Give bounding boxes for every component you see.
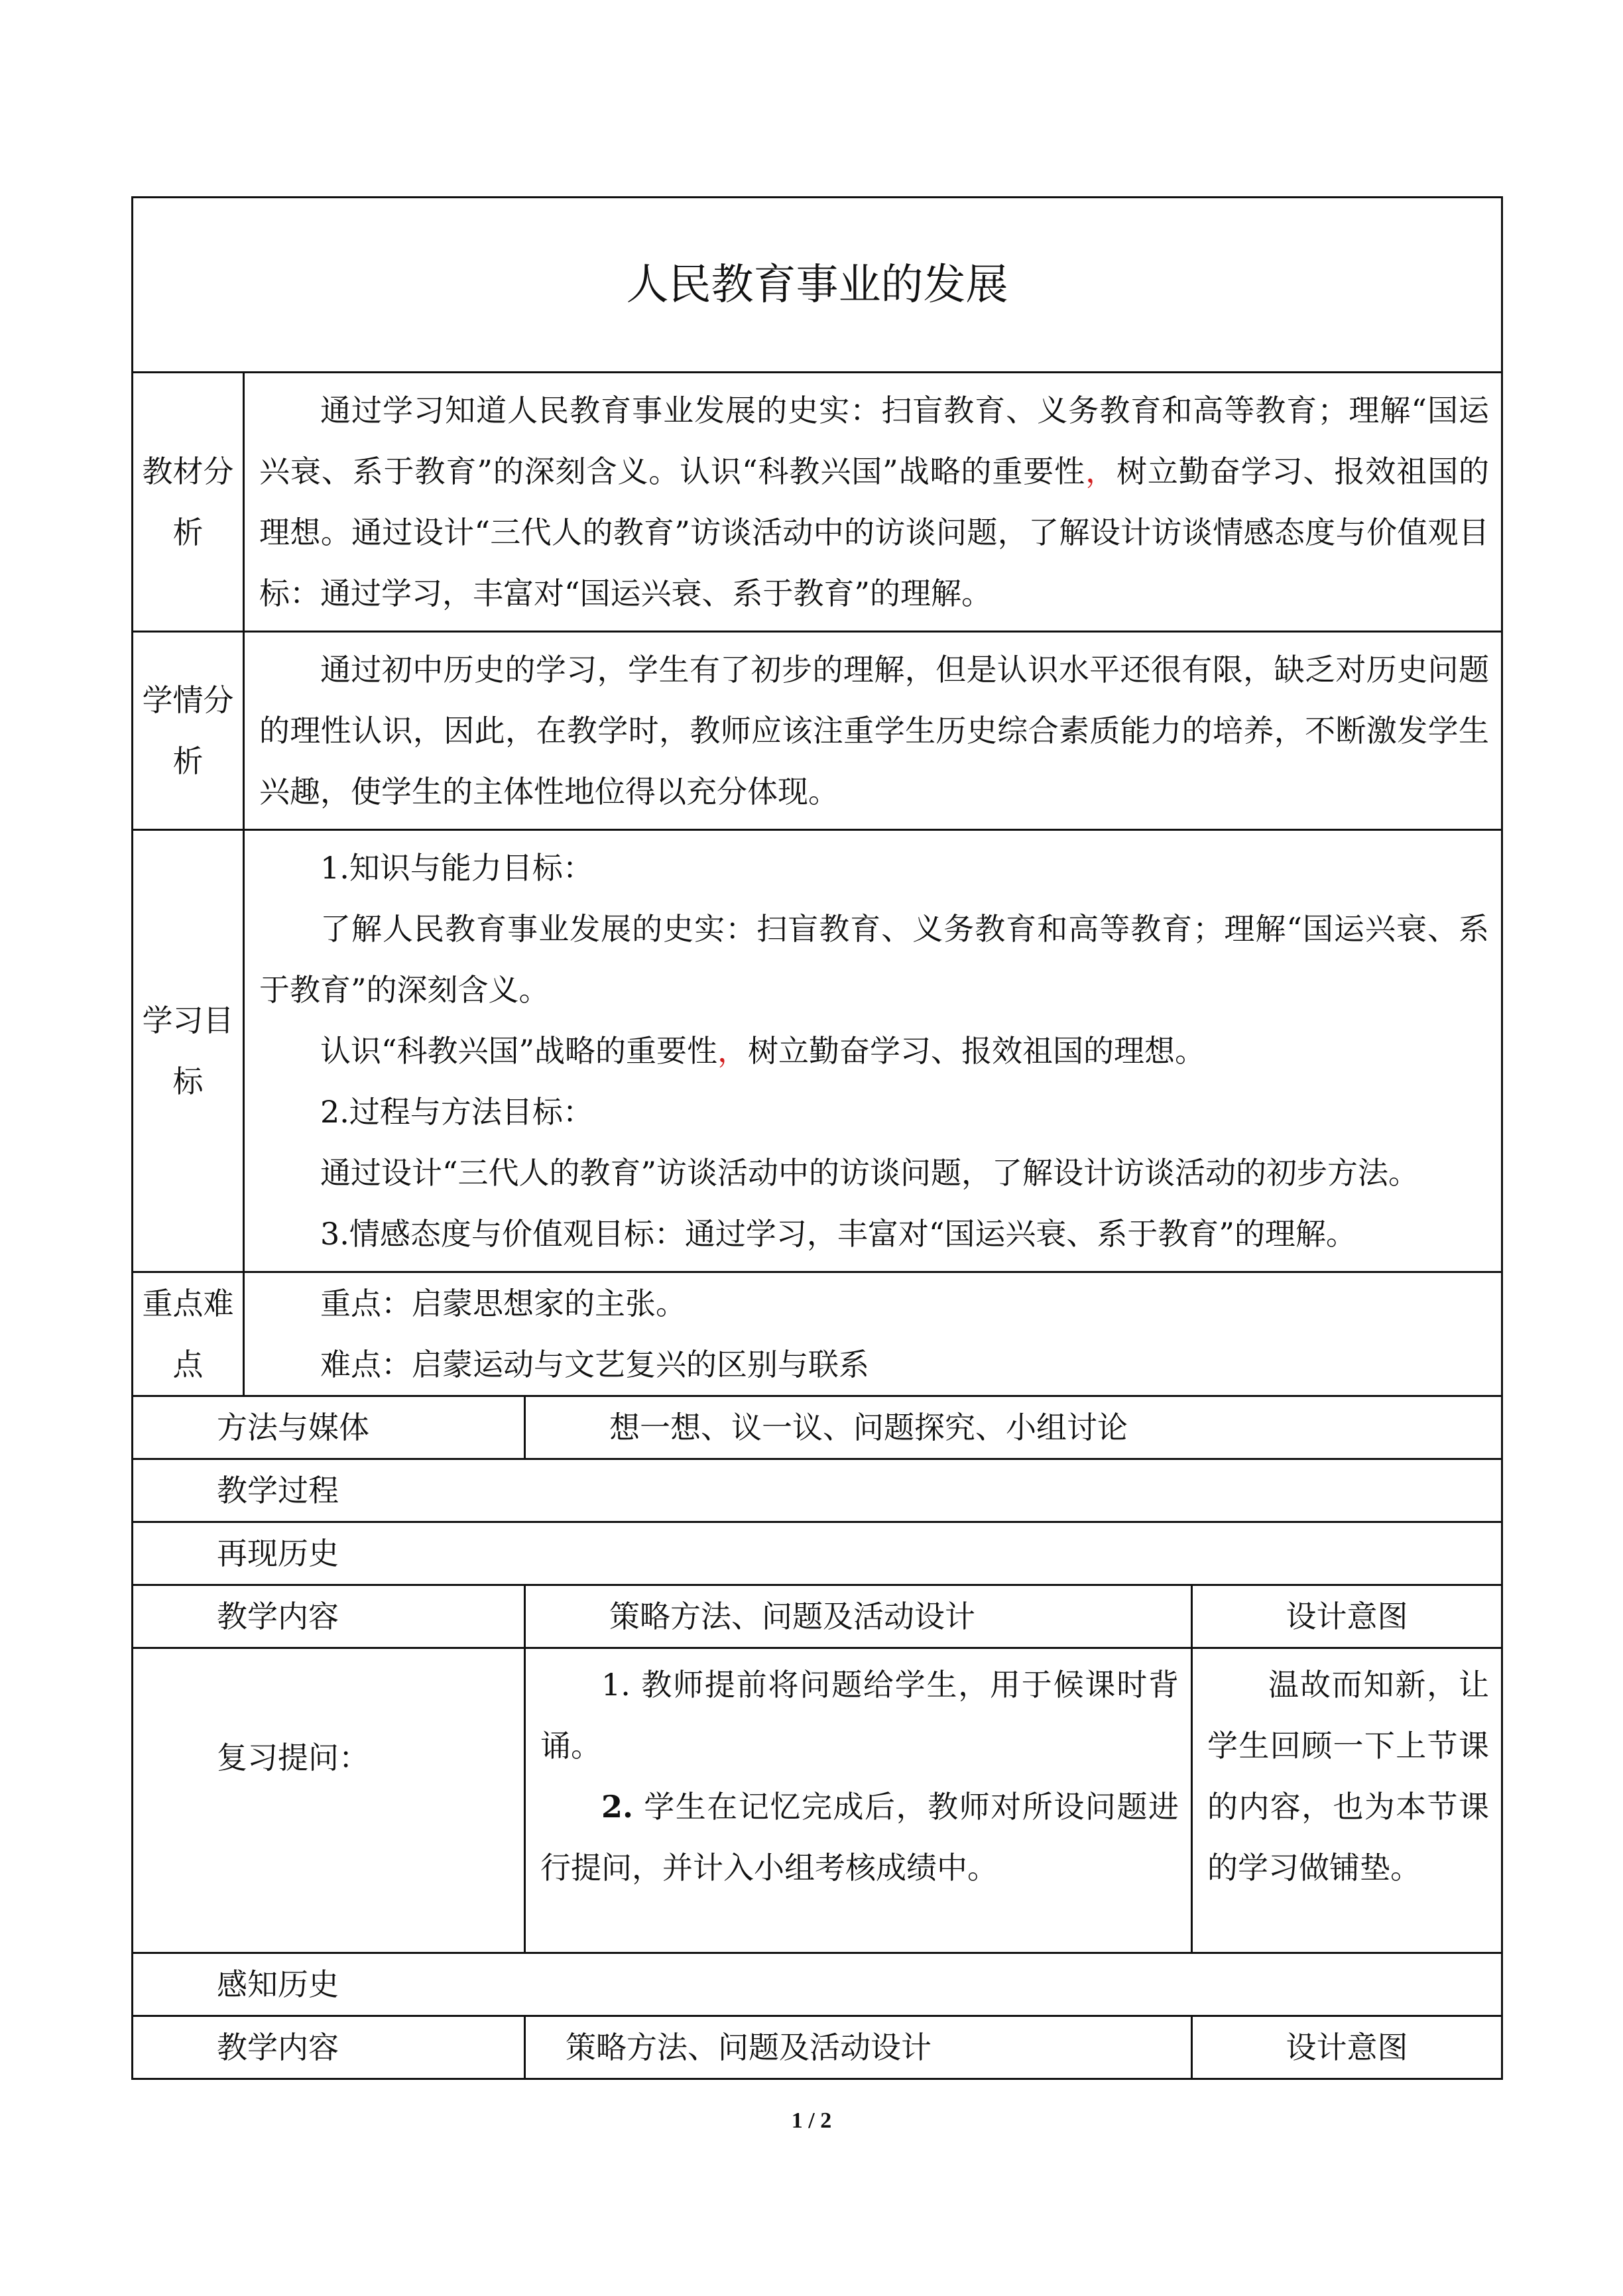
jiaocai-red-comma: ， [1085,453,1116,489]
xueqing-text: 通过初中历史的学习，学生有了初步的理解，但是认识水平还很有限，缺乏对历史问题的理性认识，因此，在教学时，教师应该注重学生历史综合素质能力的培养，不断激发学生兴趣，使学生的主体性地位得以充分体现。 [259,652,1489,810]
section-label-zhongdian: 重点难点 [133,1272,244,1396]
process-row [133,1459,1502,1522]
reproduce-label: 再现历史 [133,1522,1502,1585]
header-intent-2: 设计意图 [1192,2016,1502,2079]
lesson-plan-table [131,196,1503,2080]
review-intent-text: 温故而知新，让学生回顾一下上节课的内容，也为本节课的学习做铺垫。 [1207,1667,1489,1886]
mubiao-p1: 1.知识与能力目标： [320,850,593,886]
perceive-label: 感知历史 [133,1953,1502,2016]
header-row-2 [133,2016,1502,2079]
mubiao-p3a: 认识“科教兴国”战略的重要性 [320,1033,718,1069]
page-title: 人民教育事业的发展 [133,198,1502,373]
header-intent-1: 设计意图 [1192,1585,1502,1648]
mubiao-p5: 通过设计“三代人的教育”访谈活动中的访谈问题，了解设计访谈活动的初步方法。 [320,1155,1419,1191]
title-row [133,198,1502,373]
review-s2-text: 学生在记忆完成后，教师对所设问题进行提问，并计入小组考核成绩中。 [540,1789,1179,1886]
section-label-mubiao: 学习目标 [133,830,244,1272]
mubiao-red-comma: ， [717,1033,749,1069]
mubiao-p4: 2.过程与方法目标： [320,1094,593,1130]
review-strategy [525,1648,1192,1953]
header-strategy-1: 策略方法、问题及活动设计 [525,1585,1192,1648]
section-body-zhongdian [244,1272,1502,1396]
reproduce-row [133,1522,1502,1585]
section-xueqing [133,632,1502,830]
jiaocai-text-a: 通过学习知道人民教育事业发展的史实：扫盲教育、义务教育和高等教育；理解“国运兴衰、系于教育”的深刻含义。认识“科教兴国”战略的重要性 [259,393,1489,489]
mubiao-p6: 3.情感态度与价值观目标：通过学习，丰富对“国运兴衰、系于教育”的理解。 [320,1216,1356,1252]
section-jiaocai [133,373,1502,632]
header-row-1 [133,1585,1502,1648]
section-body-xueqing [244,632,1502,830]
review-s1-text: 教师提前将问题给学生，用于候课时背诵。 [540,1667,1179,1764]
review-row [133,1648,1502,1953]
method-value: 想一想、议一议、问题探究、小组讨论 [525,1396,1502,1459]
page-number: 1 / 2 [791,2108,832,2133]
header-content-2: 教学内容 [133,2016,525,2079]
zhongdian-p2: 难点：启蒙运动与文艺复兴的区别与联系 [320,1347,869,1382]
mubiao-p3b: 树立勤奋学习、报效祖国的理想。 [748,1033,1206,1069]
jiaocai-text-b: 树立勤奋学习、报效祖国的理想。通过设计“三代人的教育”访谈活动中的访谈问题，了解设计访谈情感态度与价值观目标：通过学习，丰富对“国运兴衰、系于教育”的理解。 [259,453,1490,611]
method-row [133,1396,1502,1459]
zhongdian-p1: 重点：启蒙思想家的主张。 [320,1286,686,1321]
section-label-jiaocai: 教材分析 [133,373,244,632]
process-label: 教学过程 [133,1459,1502,1522]
section-label-xueqing: 学情分析 [133,632,244,830]
section-body-jiaocai [244,373,1502,632]
header-content-1: 教学内容 [133,1585,525,1648]
mubiao-p2: 了解人民教育事业发展的史实：扫盲教育、义务教育和高等教育；理解“国运兴衰、系于教育”的深刻含义。 [259,911,1489,1008]
perceive-row [133,1953,1502,2016]
review-s1-num: 1. [601,1667,631,1703]
section-zhongdian [133,1272,1502,1396]
review-intent [1192,1648,1502,1953]
lesson-plan-sheet [131,196,1501,2085]
section-mubiao [133,830,1502,1272]
method-label: 方法与媒体 [133,1396,525,1459]
section-body-mubiao [244,830,1502,1272]
review-s2-num: 2. [601,1789,634,1825]
review-content: 复习提问： [133,1648,525,1953]
header-strategy-2: 策略方法、问题及活动设计 [525,2016,1192,2079]
